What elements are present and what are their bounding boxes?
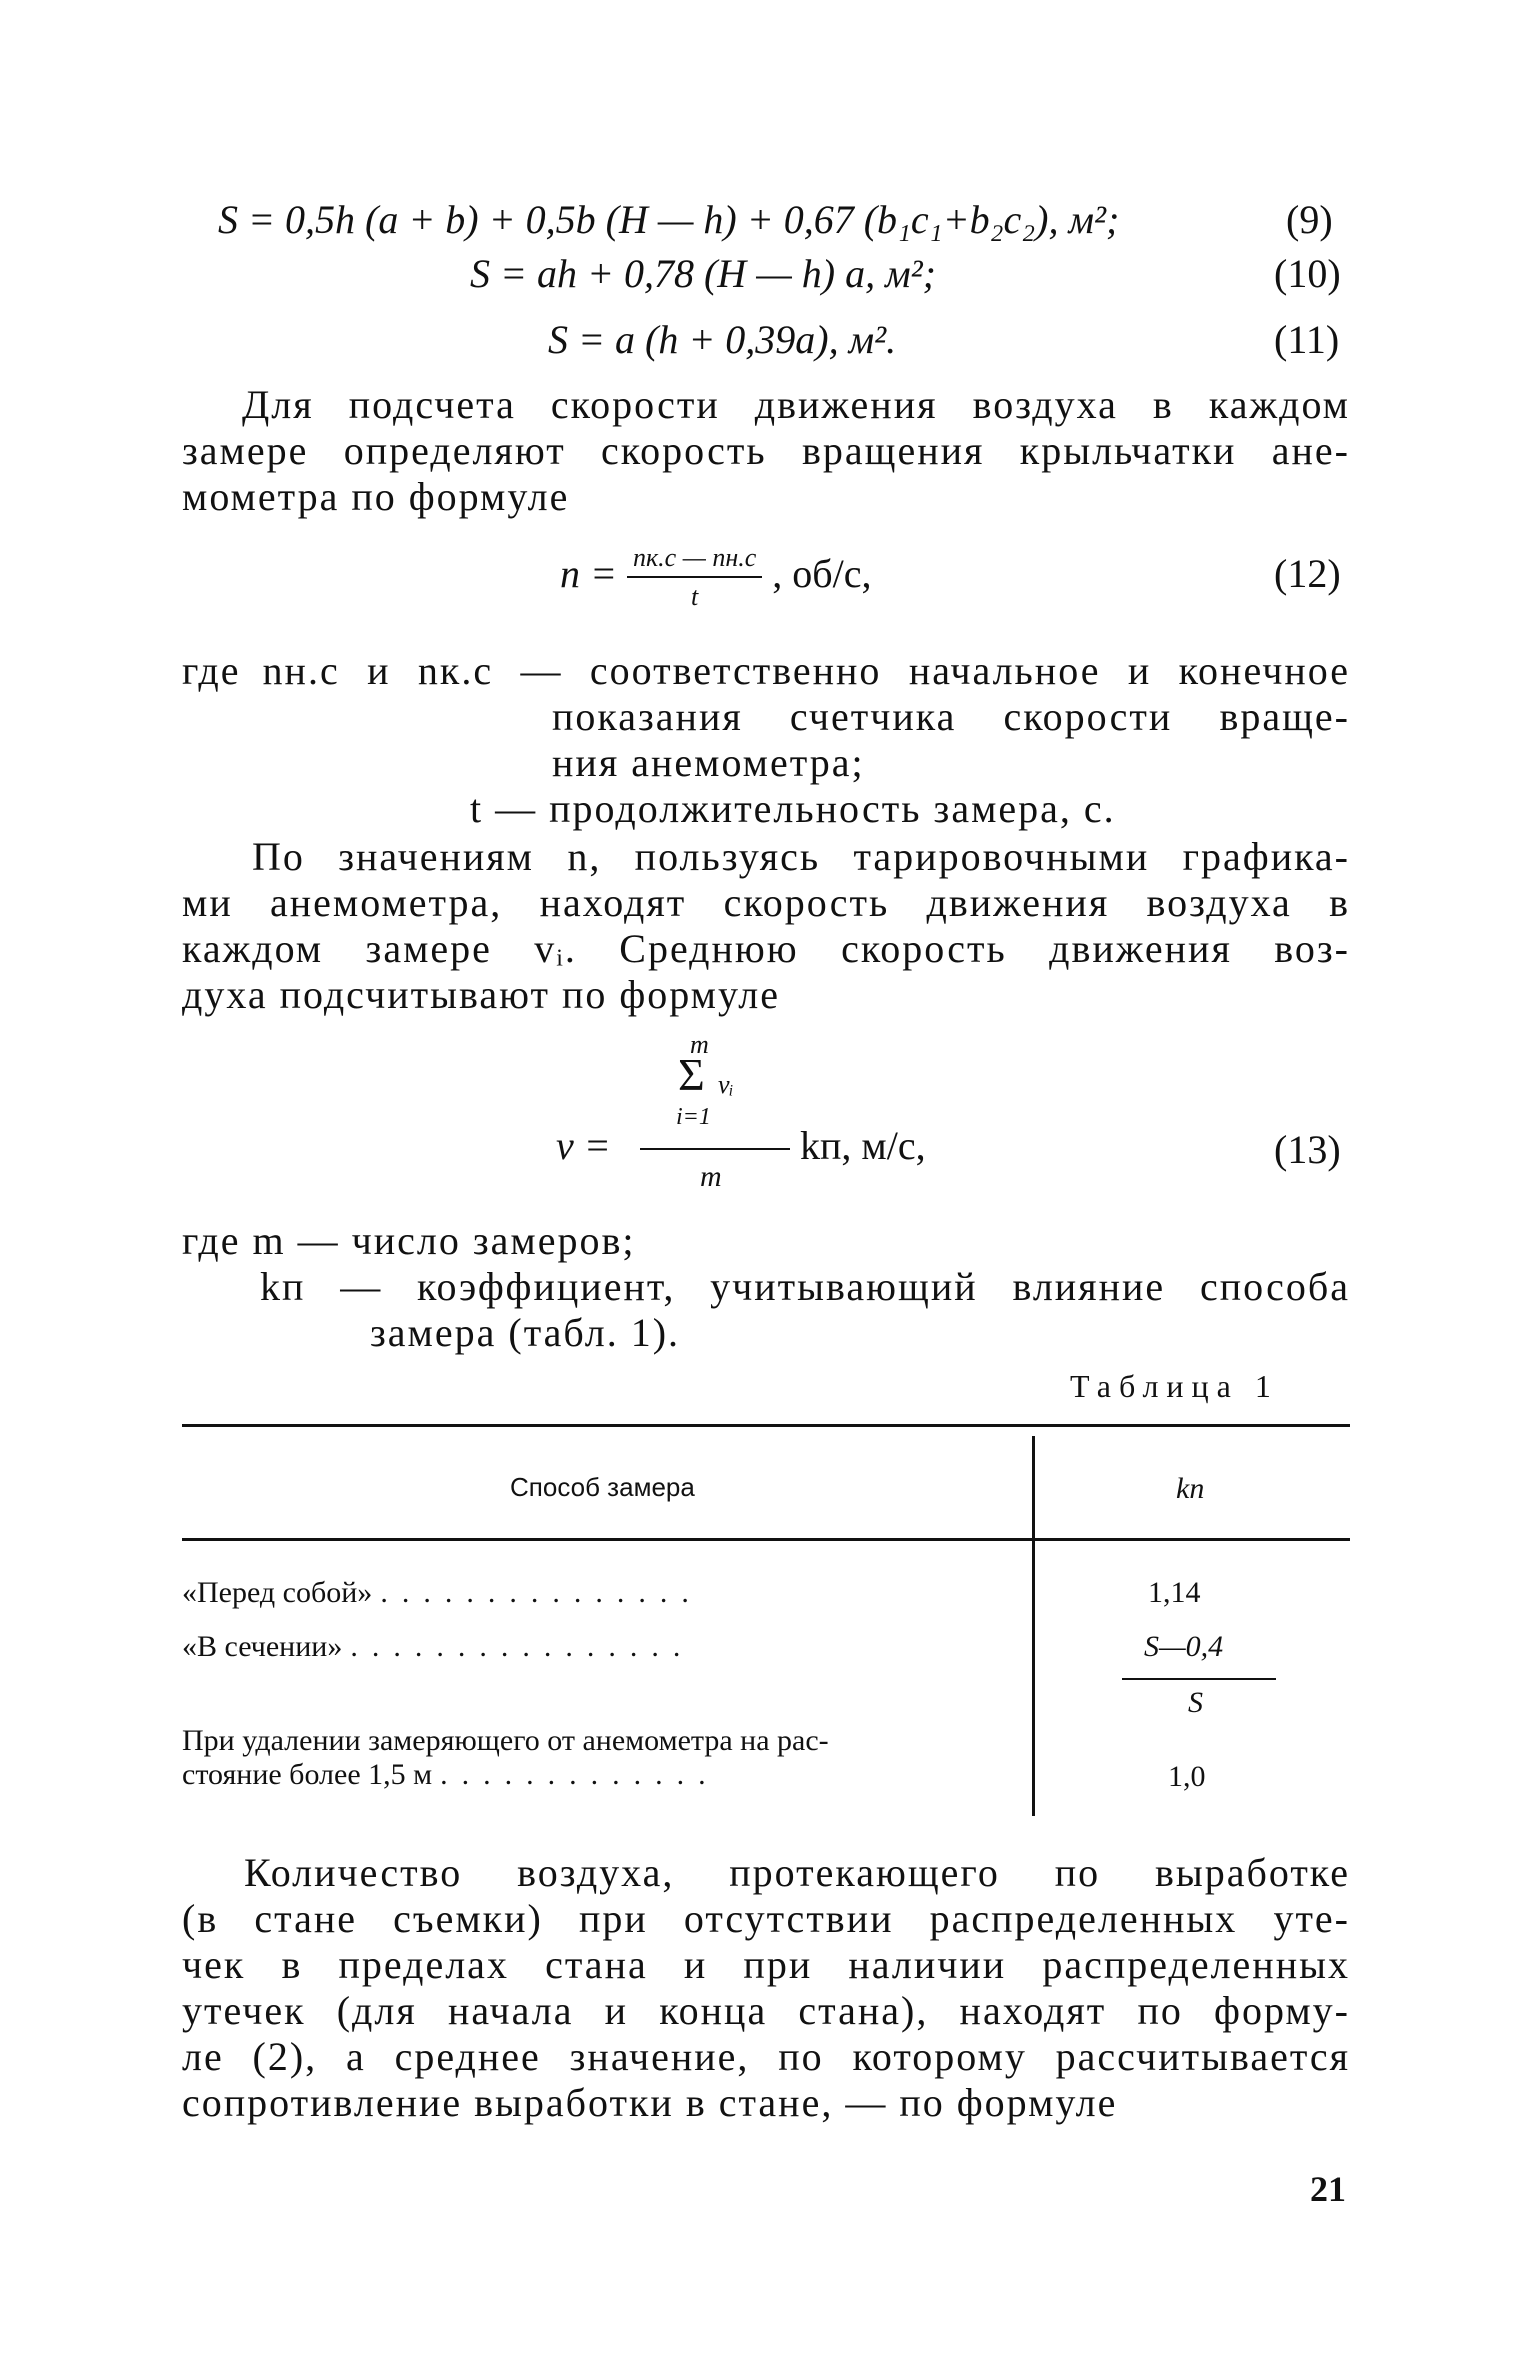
- formula-13-fraction-bar: [640, 1148, 790, 1150]
- paragraph-line: ми анемометра, находят скорость движения воздуха в: [182, 880, 1350, 925]
- formula-13-rhs: kп, м/с,: [800, 1123, 926, 1168]
- sum-symbol: Σ: [678, 1049, 705, 1100]
- table-cell-k: 1,0: [1168, 1760, 1206, 1793]
- formula-13-lhs: v =: [556, 1123, 611, 1168]
- paragraph-line: духа подсчитывают по формуле: [182, 972, 780, 1017]
- where-line: t — продолжительность замера, с.: [470, 786, 1116, 831]
- paragraph-3: [182, 1850, 1350, 2126]
- formula-13-number: (13): [1274, 1127, 1341, 1172]
- table-cell-k-numerator: S—0,4: [1144, 1630, 1224, 1663]
- page-number: 21: [1310, 2169, 1346, 2209]
- where-line: показания счетчика скорости враще-: [552, 694, 1350, 739]
- where-line: где nн.с и nк.с — соответственно начальное и конечное: [182, 648, 1350, 693]
- paragraph-line: каждом замере vᵢ. Среднюю скорость движения воз-: [182, 926, 1350, 971]
- where-line: ния анемометра;: [552, 740, 865, 785]
- paragraph-line: Количество воздуха, протекающего по выработке: [244, 1850, 1350, 1895]
- formula-12-number: (12): [1274, 551, 1341, 596]
- paragraph-line: чек в пределах стана и при наличии распределенных: [182, 1942, 1350, 1987]
- formula-10-number: (10): [1274, 251, 1341, 296]
- table-header-method: Способ замера: [510, 1472, 695, 1502]
- paragraph-line: По значениям n, пользуясь тарировочными графика-: [252, 834, 1350, 879]
- formula-12: n = $\frac{nк.с — nн.с}{t}$ , об/с,: [560, 540, 871, 616]
- table-cell-k-denominator: S: [1188, 1686, 1203, 1719]
- paragraph-line: ле (2), а среднее значение, по которому рассчитывается: [182, 2034, 1350, 2079]
- paragraph-1: [182, 382, 1350, 520]
- table-row: «В сечении» ................: [182, 1630, 695, 1663]
- paragraph-line: мометра по формуле: [182, 474, 570, 519]
- paragraph-line: замере определяют скорость вращения крыльчатки ане-: [182, 428, 1350, 473]
- formula-13-sum-term: vᵢ: [718, 1070, 734, 1099]
- paragraph-line: утечек (для начала и конца стана), находят по форму-: [182, 1988, 1350, 2033]
- where-block-1: [182, 648, 1350, 832]
- table-header-rule: [182, 1538, 1350, 1541]
- formula-9-number: (9): [1286, 197, 1333, 242]
- where-line: kп — коэффициент, учитывающий влияние способа: [260, 1264, 1350, 1309]
- table-row: При удалении замеряющего от анемометра на рас- стояние более 1,5 м .............: [182, 1724, 1022, 1792]
- where-block-2: [182, 1218, 1350, 1356]
- formula-11-number: (11): [1274, 317, 1340, 362]
- formula-13-denominator: m: [700, 1160, 722, 1193]
- table-row: «Перед собой» ...............: [182, 1576, 703, 1609]
- where-line: замера (табл. 1).: [370, 1310, 681, 1355]
- table-top-rule: [182, 1424, 1350, 1427]
- formula-9: S = 0,5h (a + b) + 0,5b (H — h) + 0,67 (b₁c₁+b₂c₂), м²;: [218, 197, 1120, 242]
- where-line: где m — число замеров;: [182, 1218, 636, 1263]
- table-cell-k-fraction-bar: [1122, 1678, 1276, 1680]
- paragraph-2: [182, 834, 1350, 1018]
- paragraph-line: сопротивление выработки в стане, — по формуле: [182, 2080, 1118, 2125]
- table-column-divider: [1032, 1436, 1035, 1816]
- formula-13-sum-top: m: [690, 1030, 709, 1059]
- table-header-k: kп: [1176, 1472, 1205, 1505]
- fraction: $\frac{nк.с — nн.с}{t}$: [627, 540, 762, 616]
- paragraph-line: (в стане съемки) при отсутствии распределенных уте-: [182, 1896, 1350, 1941]
- formula-13-sum-bottom: i=1: [676, 1104, 711, 1130]
- table-caption: Таблица 1: [1070, 1368, 1279, 1404]
- table-row-line: стояние более 1,5 м .............: [182, 1758, 720, 1791]
- formula-10: S = ah + 0,78 (H — h) a, м²;: [470, 251, 936, 296]
- paragraph-line: Для подсчета скорости движения воздуха в каждом: [242, 382, 1350, 427]
- table-cell-k: 1,14: [1148, 1576, 1201, 1609]
- formula-11: S = a (h + 0,39a), м².: [548, 317, 897, 362]
